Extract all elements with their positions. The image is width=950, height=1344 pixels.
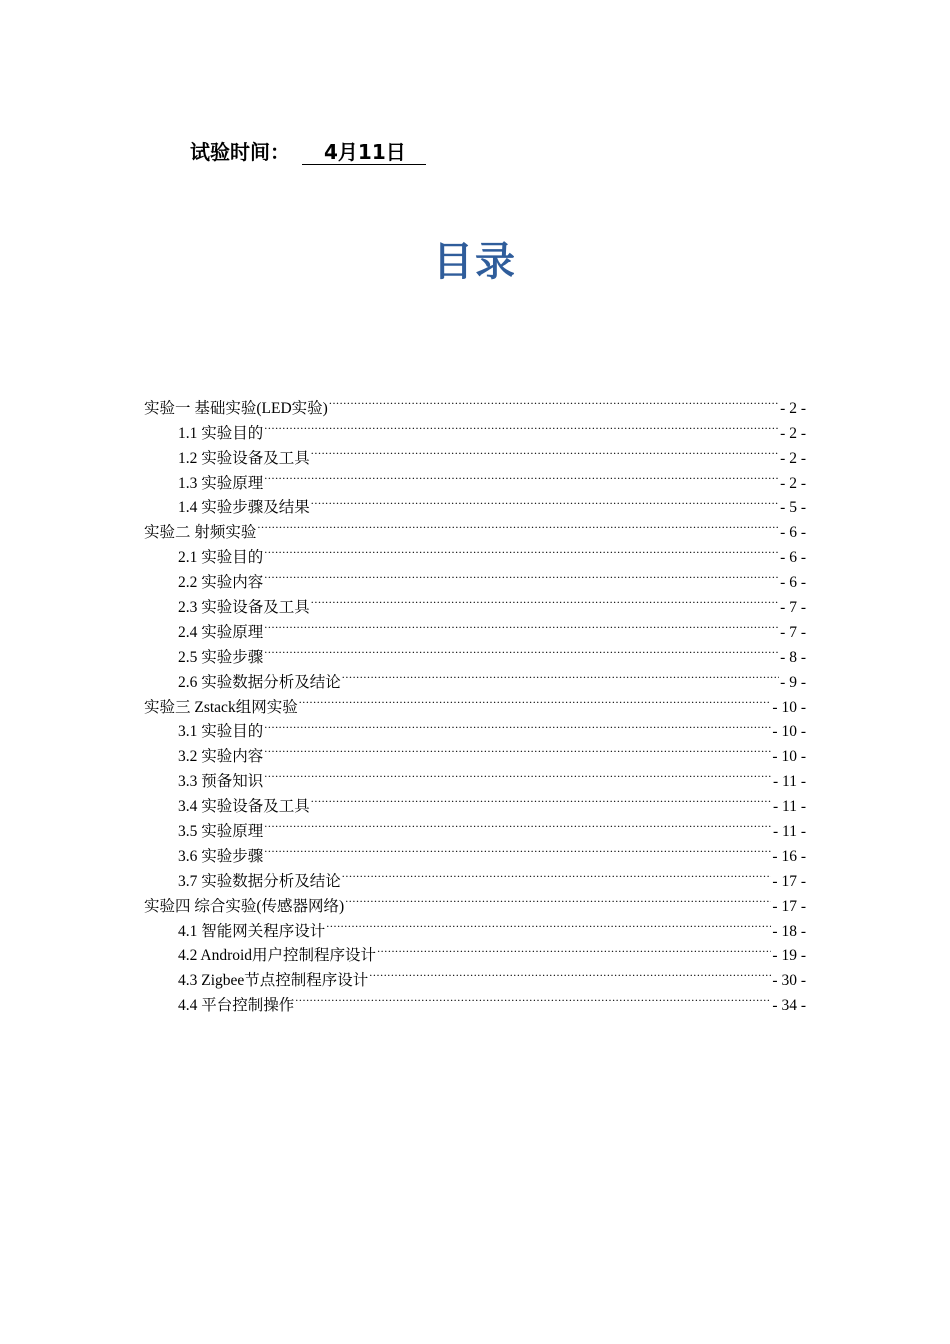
toc-dot-leader xyxy=(311,786,772,811)
toc-entry-label: 1.4 实验步骤及结果 xyxy=(178,499,310,517)
toc-entry-label: 3.6 实验步骤 xyxy=(178,847,264,865)
toc-entry-page: - 17 - xyxy=(772,897,806,915)
toc-entry-page: - 10 - xyxy=(772,698,806,716)
toc-entry-label: 3.1 实验目的 xyxy=(178,723,264,741)
toc-entry-label: 2.1 实验目的 xyxy=(178,549,264,567)
date-label: 试验时间： xyxy=(190,140,290,164)
toc-entry-page: - 5 - xyxy=(780,499,806,517)
toc-entry-page: - 2 - xyxy=(780,449,806,467)
toc-entry-label: 2.3 实验设备及工具 xyxy=(178,599,310,617)
toc-entry-label: 4.4 平台控制操作 xyxy=(178,997,295,1015)
toc-entry-label: 1.3 实验原理 xyxy=(178,474,264,492)
toc-entry-page: - 11 - xyxy=(773,823,806,841)
toc-entry-page: - 10 - xyxy=(772,723,806,741)
toc-dot-leader xyxy=(257,512,779,537)
toc-chapter-entry[interactable] xyxy=(144,388,806,417)
toc-dot-leader xyxy=(369,960,771,985)
toc-entry-page: - 17 - xyxy=(772,872,806,890)
toc-entry-page: - 2 - xyxy=(780,474,806,492)
toc-dot-leader xyxy=(264,562,779,587)
toc-entry-page: - 11 - xyxy=(773,773,806,791)
toc-entry-label: 4.1 智能网关程序设计 xyxy=(178,922,326,940)
toc-dot-leader xyxy=(311,438,779,463)
toc-entry-label: 实验二 射频实验 xyxy=(144,524,257,542)
toc-dot-leader xyxy=(264,612,779,637)
toc-entry-label: 2.4 实验原理 xyxy=(178,623,264,641)
toc-entry-label: 2.2 实验内容 xyxy=(178,574,264,592)
toc-entry-page: - 7 - xyxy=(780,599,806,617)
toc-dot-leader xyxy=(264,537,779,562)
toc-entry-page: - 18 - xyxy=(772,922,806,940)
toc-entry-page: - 2 - xyxy=(780,399,806,417)
toc-dot-leader xyxy=(377,936,771,961)
toc-entry-label: 1.2 实验设备及工具 xyxy=(178,449,310,467)
toc-entry-page: - 6 - xyxy=(780,524,806,542)
toc-entry-page: - 2 - xyxy=(780,424,806,442)
date-value: 4月11日 xyxy=(302,140,426,165)
toc-dot-leader xyxy=(326,911,771,936)
toc-dot-leader xyxy=(345,886,771,911)
toc-dot-leader xyxy=(311,587,779,612)
toc-entry-page: - 16 - xyxy=(772,847,806,865)
experiment-date-line xyxy=(190,136,426,165)
toc-dot-leader xyxy=(295,985,771,1010)
toc-dot-leader xyxy=(264,836,771,861)
toc-entry-page: - 19 - xyxy=(772,947,806,965)
toc-dot-leader xyxy=(299,687,772,712)
toc-entry-label: 3.7 实验数据分析及结论 xyxy=(178,872,341,890)
toc-dot-leader xyxy=(264,413,779,438)
toc-dot-leader xyxy=(264,736,771,761)
toc-dot-leader xyxy=(311,488,779,513)
toc-dot-leader xyxy=(264,637,779,662)
toc-entry-page: - 30 - xyxy=(772,972,806,990)
toc-title: 目录 xyxy=(433,239,517,285)
toc-entry-page: - 8 - xyxy=(780,648,806,666)
toc-entry-label: 3.3 预备知识 xyxy=(178,773,264,791)
toc-entry-label: 4.3 Zigbee节点控制程序设计 xyxy=(178,972,369,990)
toc-entry-label: 1.1 实验目的 xyxy=(178,424,264,442)
toc-dot-leader xyxy=(264,712,771,737)
toc-entry-page: - 6 - xyxy=(780,549,806,567)
toc-dot-leader xyxy=(329,388,779,413)
toc-entry-page: - 11 - xyxy=(773,798,806,816)
toc-entry-label: 2.6 实验数据分析及结论 xyxy=(178,673,341,691)
toc-entry-label: 3.2 实验内容 xyxy=(178,748,264,766)
toc-entry-label: 实验四 综合实验(传感器网络) xyxy=(144,897,345,915)
toc-entry-page: - 10 - xyxy=(772,748,806,766)
toc-entry-label: 3.5 实验原理 xyxy=(178,823,264,841)
toc-entry-page: - 34 - xyxy=(772,997,806,1015)
toc-entry-page: - 6 - xyxy=(780,574,806,592)
table-of-contents xyxy=(144,388,806,1015)
toc-dot-leader xyxy=(264,811,772,836)
toc-dot-leader xyxy=(342,861,772,886)
toc-entry-page: - 9 - xyxy=(780,673,806,691)
toc-dot-leader xyxy=(342,662,779,687)
toc-entry-label: 实验三 Zstack组网实验 xyxy=(144,698,298,716)
toc-entry-label: 实验一 基础实验(LED实验) xyxy=(144,399,328,417)
toc-dot-leader xyxy=(264,463,779,488)
toc-dot-leader xyxy=(264,761,772,786)
toc-entry-label: 2.5 实验步骤 xyxy=(178,648,264,666)
toc-entry-label: 4.2 Android用户控制程序设计 xyxy=(178,947,377,965)
toc-entry-label: 3.4 实验设备及工具 xyxy=(178,798,310,816)
toc-entry-page: - 7 - xyxy=(780,623,806,641)
